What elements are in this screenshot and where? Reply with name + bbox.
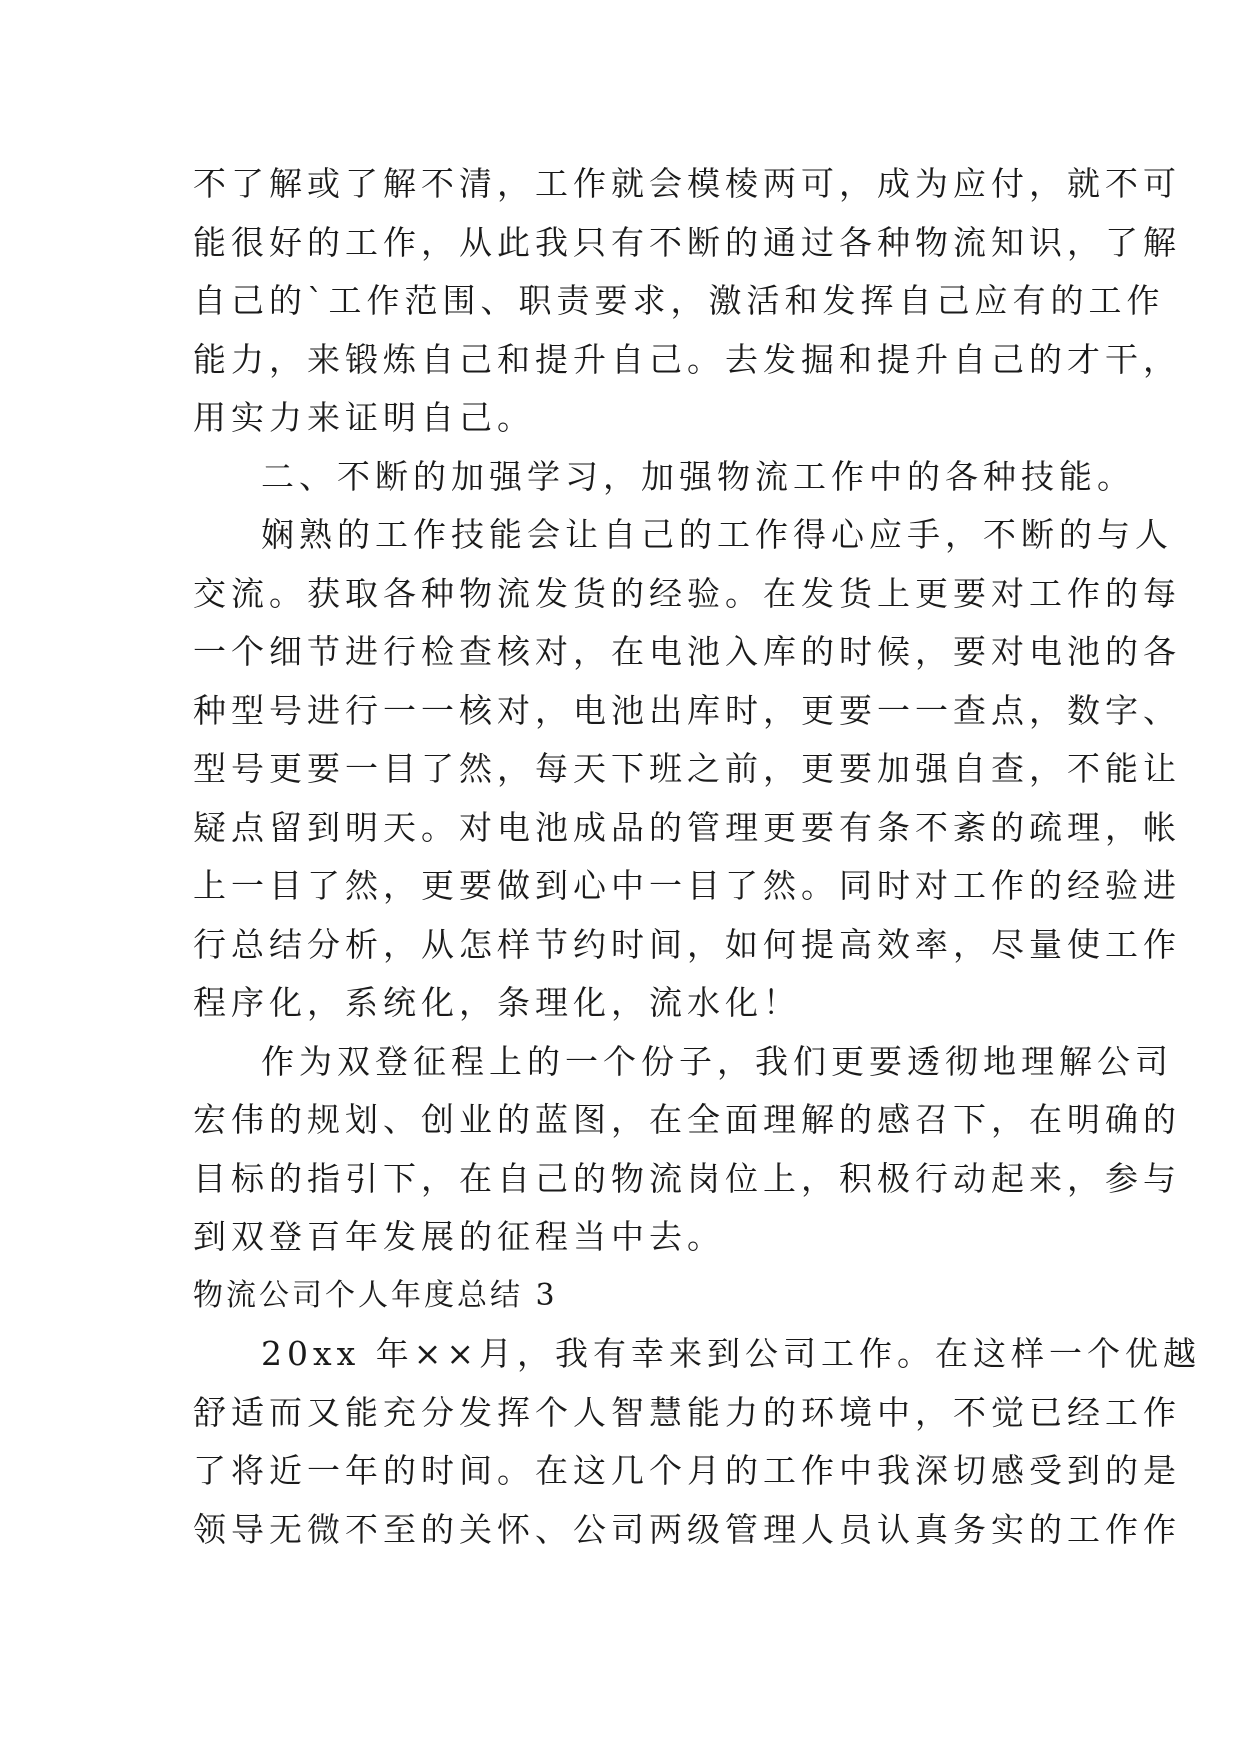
text-line: 种型号进行一一核对，电池出库时，更要一一查点，数字、 bbox=[193, 690, 1181, 730]
text-line: 上一目了然，更要做到心中一目了然。同时对工作的经验进 bbox=[193, 866, 1181, 905]
text-line: 到双登百年发展的征程当中去。 bbox=[193, 1217, 725, 1256]
text-line: 一个细节进行检查核对，在电池入库的时候，要对电池的各 bbox=[193, 632, 1181, 671]
text-line: 领导无微不至的关怀、公司两级管理人员认真务实的工作作 bbox=[193, 1509, 1181, 1549]
text-line: 行总结分析，从怎样节约时间，如何提高效率，尽量使工作 bbox=[193, 924, 1181, 964]
text-line: 目标的指引下，在自己的物流岗位上，积极行动起来，参与 bbox=[193, 1158, 1181, 1198]
text-line: 不了解或了解不清，工作就会模棱两可，成为应付，就不可 bbox=[193, 164, 1181, 203]
text-line: 娴熟的工作技能会让自己的工作得心应手，不断的与人 bbox=[261, 515, 1173, 554]
text-line: 了将近一年的时间。在这几个月的工作中我深切感受到的是 bbox=[193, 1451, 1181, 1490]
text-line: 程序化，系统化，条理化，流水化！ bbox=[193, 983, 801, 1022]
text-line: 用实力来证明自己。 bbox=[193, 398, 535, 437]
document-section-title: 物流公司个人年度总结 3 bbox=[193, 1277, 558, 1313]
section-heading: 二、不断的加强学习，加强物流工作中的各种技能。 bbox=[261, 456, 1135, 496]
text-line: 能力，来锻炼自己和提升自己。去发掘和提升自己的才干， bbox=[193, 339, 1181, 379]
text-line: 宏伟的规划、创业的蓝图，在全面理解的感召下，在明确的 bbox=[193, 1100, 1181, 1139]
text-line: 疑点留到明天。对电池成品的管理更要有条不紊的疏理，帐 bbox=[193, 807, 1181, 847]
text-line: 自己的`工作范围、职责要求，激活和发挥自己应有的工作 bbox=[193, 281, 1165, 320]
text-line: 能很好的工作，从此我只有不断的通过各种物流知识，了解 bbox=[193, 222, 1181, 262]
text-line: 作为双登征程上的一个份子，我们更要透彻地理解公司 bbox=[261, 1041, 1173, 1081]
text-line: 型号更要一目了然，每天下班之前，更要加强自查，不能让 bbox=[193, 749, 1181, 788]
text-line: 20xx 年××月，我有幸来到公司工作。在这样一个优越 bbox=[261, 1334, 1202, 1373]
document-body bbox=[193, 155, 1202, 1559]
text-line: 舒适而又能充分发挥个人智慧能力的环境中，不觉已经工作 bbox=[193, 1392, 1181, 1432]
text-line: 交流。获取各种物流发货的经验。在发货上更要对工作的每 bbox=[193, 573, 1181, 613]
